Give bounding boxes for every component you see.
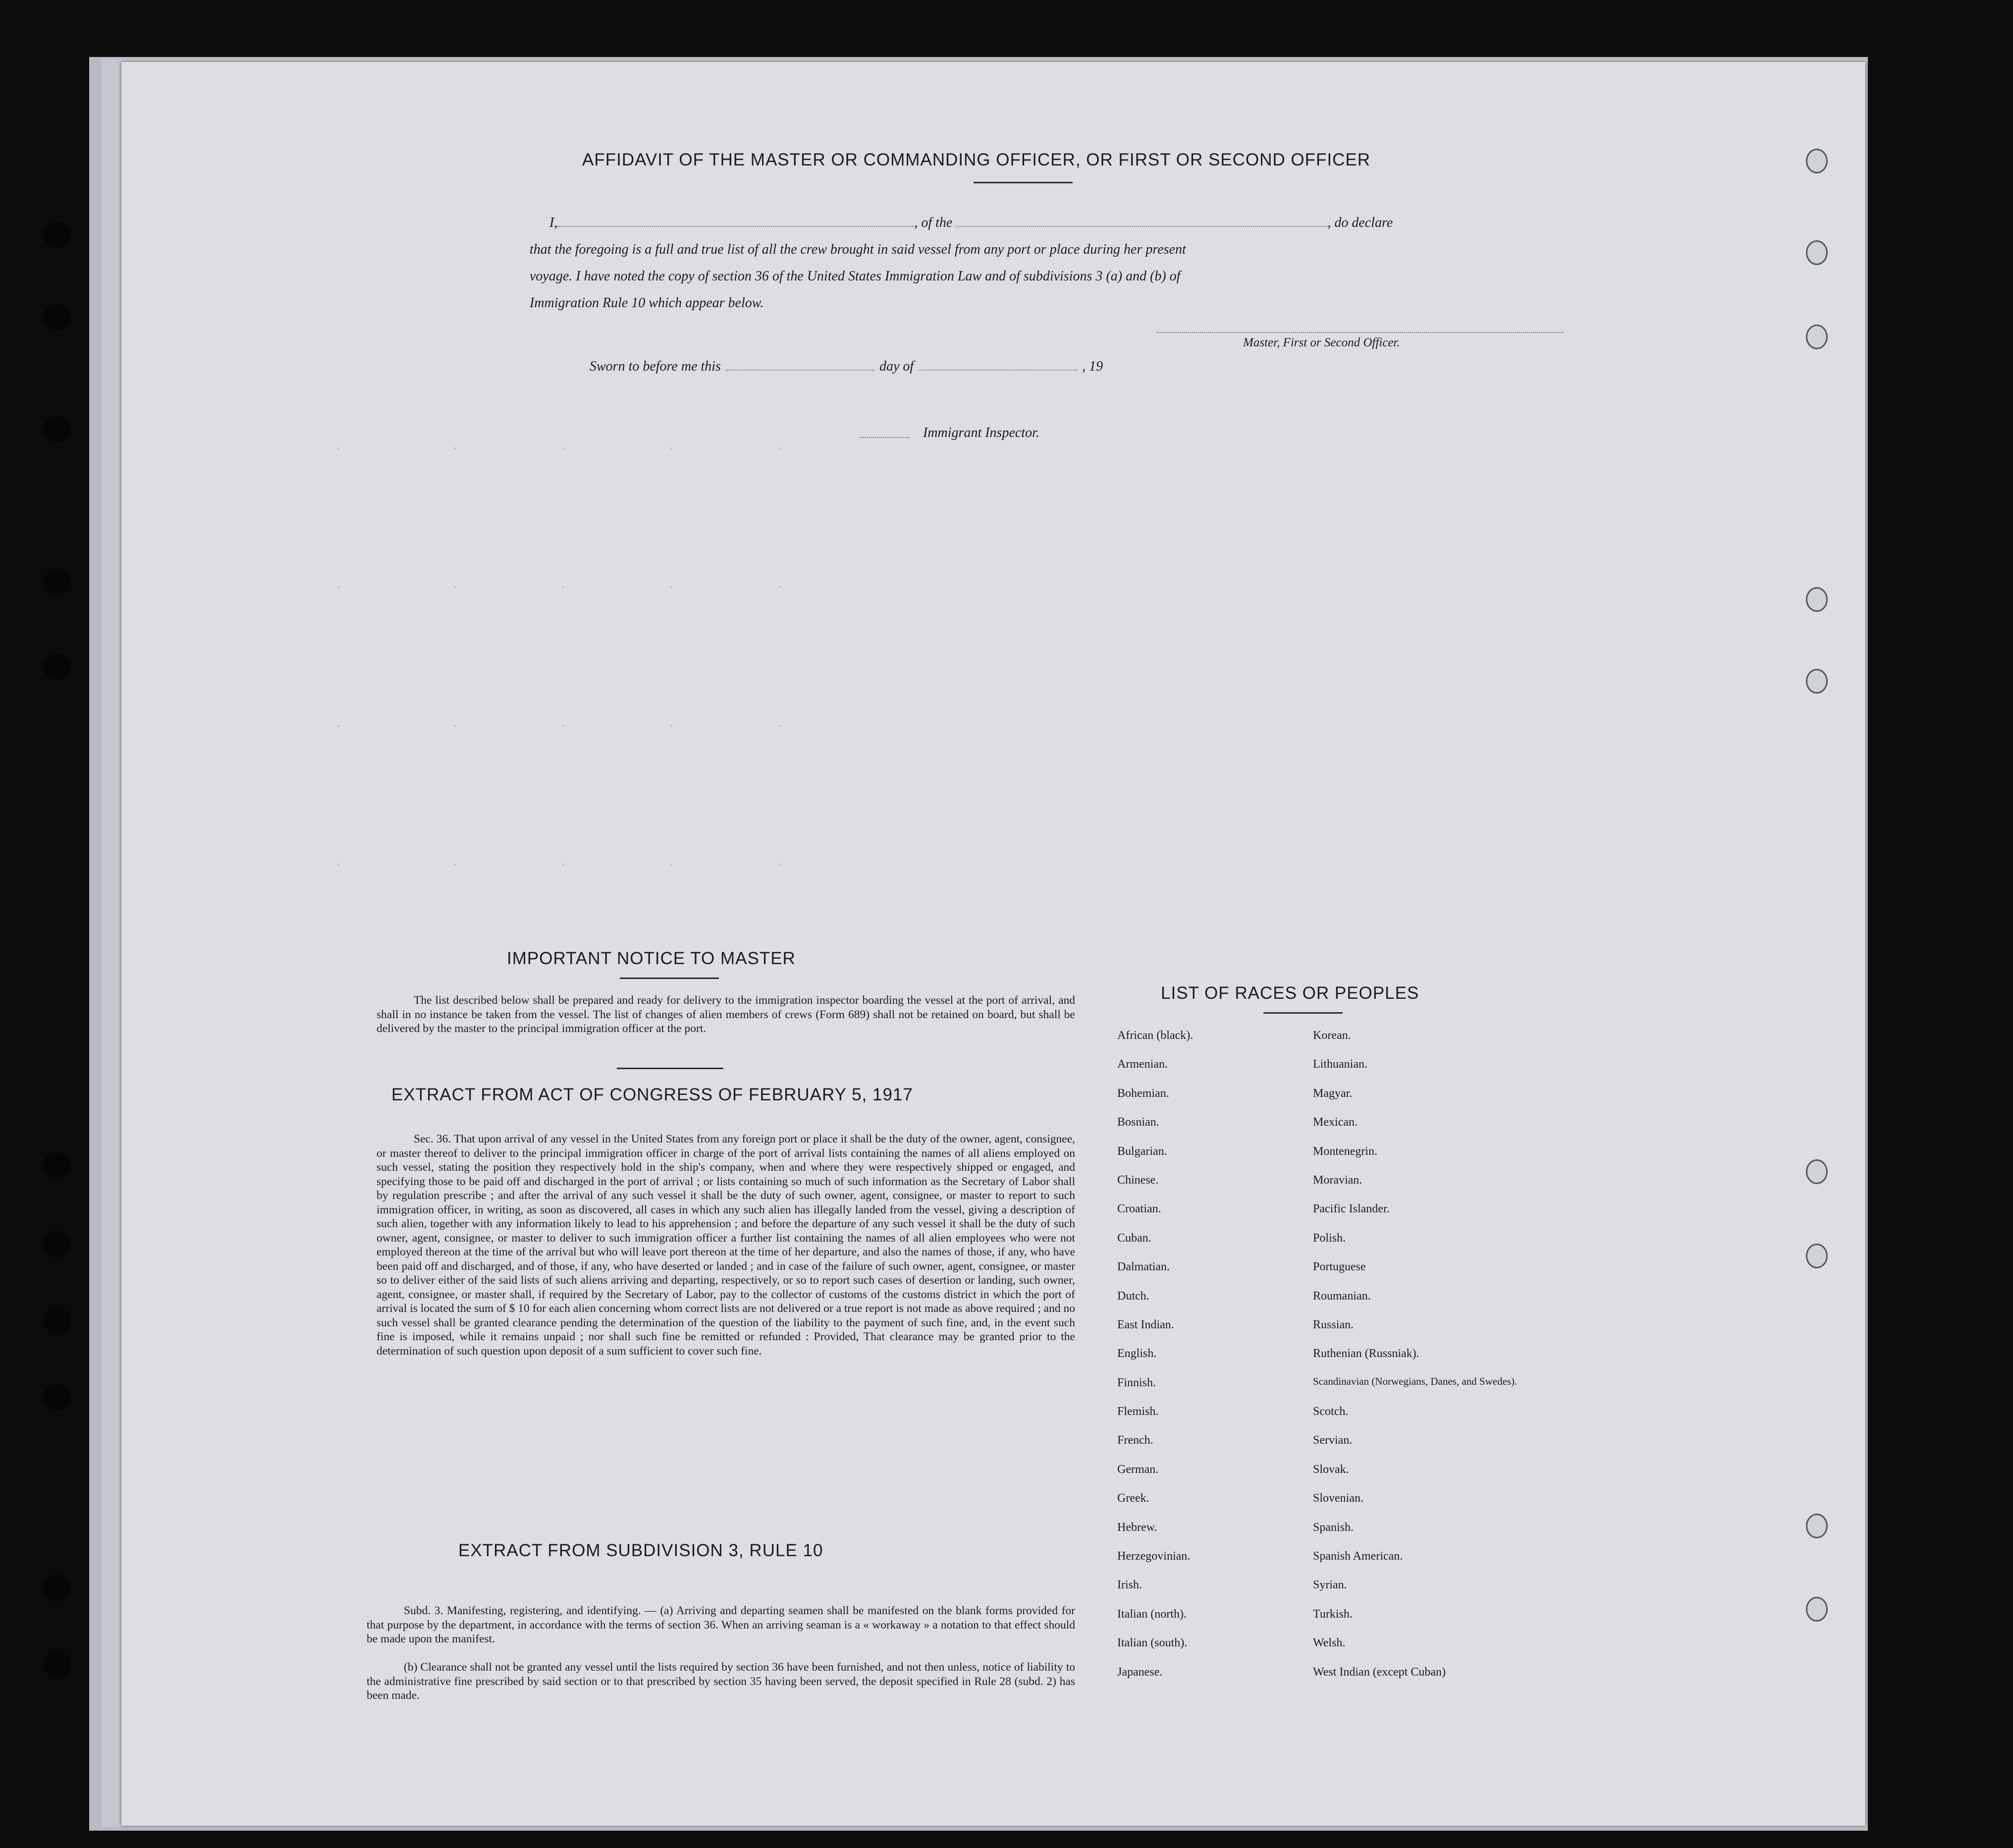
race-item: Scotch. (1313, 1405, 1349, 1418)
inspector-label: Immigrant Inspector. (923, 425, 1039, 440)
race-item: Hebrew. (1117, 1521, 1157, 1534)
punch-ring (1806, 1514, 1828, 1538)
punch-ring (1806, 149, 1828, 173)
race-item: Spanish. (1313, 1521, 1354, 1534)
race-item: Mexican. (1313, 1116, 1358, 1129)
bleed-through: . . . . . (334, 577, 784, 593)
race-item: Armenian. (1117, 1058, 1168, 1071)
divider (617, 1068, 723, 1069)
bleed-through: . . . . . (334, 855, 784, 870)
affidavit-declaration (530, 210, 1558, 317)
affidavit-line-4: Immigration Rule 10 which appear below. (530, 295, 764, 311)
race-item: Dutch. (1117, 1289, 1149, 1303)
divider (1263, 1012, 1343, 1014)
affidavit-of-the: , of the (914, 215, 953, 230)
affidavit-declare: , do declare (1327, 215, 1393, 230)
race-item: Spanish American. (1313, 1550, 1403, 1563)
manifest-page (121, 62, 1865, 1826)
binder-hole (44, 416, 70, 443)
punch-ring (1806, 669, 1828, 694)
race-item: Scandinavian (Norwegians, Danes, and Swedes). (1313, 1375, 1518, 1387)
race-item: Pacific Islander. (1313, 1202, 1390, 1216)
sworn-line (590, 353, 1103, 380)
divider (620, 978, 719, 979)
binder-hole (44, 1152, 70, 1179)
races-left-column (1117, 1028, 1306, 1693)
race-item: Portuguese (1313, 1260, 1366, 1274)
bleed-through: . . . . . (334, 716, 784, 731)
officer-signature-line (1157, 332, 1563, 333)
binder-hole (44, 1384, 70, 1411)
race-item: Turkish. (1313, 1607, 1353, 1621)
race-item: Italian (south). (1117, 1636, 1188, 1650)
race-item: Cuban. (1117, 1231, 1151, 1245)
binder-hole (44, 221, 70, 248)
race-item: French. (1117, 1434, 1153, 1447)
extract-act-title: EXTRACT FROM ACT OF CONGRESS OF FEBRUARY 5, 1917 (391, 1085, 913, 1104)
race-item: Magyar. (1313, 1087, 1353, 1100)
race-item: Polish. (1313, 1231, 1346, 1245)
extract-rule-title: EXTRACT FROM SUBDIVISION 3, RULE 10 (458, 1541, 823, 1560)
binder-hole (44, 1651, 70, 1678)
inspector-signature-line (860, 437, 909, 438)
divider (974, 182, 1073, 183)
race-item: English. (1117, 1347, 1157, 1360)
binder-hole (44, 569, 70, 596)
race-item: Montenegrin. (1313, 1144, 1377, 1158)
punch-ring (1806, 1597, 1828, 1622)
race-item: Syrian. (1313, 1578, 1347, 1592)
officer-signature-label: Master, First or Second Officer. (1243, 336, 1400, 349)
race-item: Chinese. (1117, 1173, 1159, 1187)
extract-rule-text-b: (b) Clearance shall not be granted any vessel until the lists required by section 36 have been furnished, and not then unless, notice of liability to the administrative fine prescribed by said section or to that prescribed by section 35 having been served, the deposit specified in Rule 28 (subd. 2) has been made. (367, 1661, 1075, 1702)
race-item: Flemish. (1117, 1405, 1159, 1418)
race-item: Japanese. (1117, 1665, 1163, 1679)
affidavit-title: AFFIDAVIT OF THE MASTER OR COMMANDING OFFICER, OR FIRST OR SECOND OFFICER (582, 150, 1371, 169)
punch-ring (1806, 587, 1828, 612)
punch-ring (1806, 1244, 1828, 1268)
race-item: Finnish. (1117, 1376, 1156, 1389)
binder-hole (44, 653, 70, 680)
sworn-prefix: Sworn to before me this (590, 359, 721, 374)
binder-hole (44, 1575, 70, 1601)
race-item: Roumanian. (1313, 1289, 1371, 1303)
race-item: East Indian. (1117, 1318, 1174, 1331)
race-item: Korean. (1313, 1029, 1351, 1042)
race-item: Croatian. (1117, 1202, 1161, 1216)
race-item: Greek. (1117, 1492, 1149, 1505)
race-item: Lithuanian. (1313, 1058, 1367, 1071)
race-item: Irish. (1117, 1578, 1142, 1592)
race-item: Moravian. (1313, 1173, 1362, 1187)
race-item: Dalmatian. (1117, 1260, 1170, 1274)
race-item: Slovak. (1313, 1463, 1349, 1476)
race-item: African (black). (1117, 1029, 1194, 1042)
notice-title: IMPORTANT NOTICE TO MASTER (507, 949, 796, 968)
race-item: Servian. (1313, 1434, 1353, 1447)
extract-rule-text-a: Subd. 3. Manifesting, registering, and identifying. — (a) Arriving and departing seamen shall be manifested on the blank forms provided for that purpose by the department, in accordance with the terms of section 36. When an arriving seaman is a « workaway » a notation to that effect should be made upon the manifest. (367, 1604, 1075, 1645)
binder-hole (44, 1307, 70, 1334)
race-item: Herzegovinian. (1117, 1550, 1191, 1563)
sworn-day-of: day of (879, 359, 914, 374)
race-item: Bulgarian. (1117, 1144, 1167, 1158)
race-item: Bosnian. (1117, 1116, 1159, 1129)
race-item: Welsh. (1313, 1636, 1346, 1650)
punch-ring (1806, 1159, 1828, 1184)
bleed-through: . . . . . (334, 438, 784, 454)
race-item: Russian. (1313, 1318, 1354, 1331)
affidavit-line-3: voyage. I have noted the copy of section 36 of the United States Immigration Law and of subdivisions 3 (a) and (b) of (530, 269, 1181, 284)
extract-act-text: Sec. 36. That upon arrival of any vessel in the United States from any foreign port or place it shall be the duty of the owner, agent, consignee, or master thereof to deliver to the principal immigration officer in charge of the port of arrival lists containing the names of all aliens employed on such vessel, stating the position they respectively hold in the ship's company, when and where they were respectively shipped or engaged, and specifying those to be paid off and discharged in the port of arrival ; or lists containing so much of such information as the Secretary of Labor shall by regulation prescribe ; and after the arrival of any such vessel it shall be the duty of such owner, agent, consignee, or master to report to such immigration officer, in writing, as soon as discovered, all cases in which any such alien has illegally landed from the vessel, giving a description of such alien, together with any information likely to lead to his apprehension ; and before the departure of any such vessel it shall be the duty of such owner, agent, consignee, or master to deliver to such immigration officer a further list containing the names of all alien employees who were not employed thereon at the time of the arrival but who will leave port thereon at the time of her departure, and also the names of those, if any, who have been paid off and discharged, and of those, if any, who have deserted or landed ; and in case of the failure of such owner, agent, consignee, or master so to deliver either of the said lists of such aliens arriving and departing, respectively, or so to report such cases of desertion or landing, such owner, agent, consignee, or master shall, if required by the Secretary of Labor, pay to the collector of customs of the customs district in which the port of arrival is located the sum of $ 10 for each alien concerning whom correct lists are not delivered or a true report is not made as above required ; and no such vessel shall be granted clearance pending the determination of the question of the liability to the payment of such fine, and, in the event such fine is imposed, while it remains unpaid ; nor shall such fine be remitted or refunded : Provided, That clearance may be granted prior to the determination of such question upon deposit of a sum sufficient to cover such fine. (377, 1133, 1075, 1358)
race-item: Slovenian. (1313, 1492, 1363, 1505)
punch-ring (1806, 240, 1828, 265)
notice-text: The list described below shall be prepared and ready for delivery to the immigration inspector boarding the vessel at the port of arrival, and shall in no instance be taken from the vessel. The list of changes of alien members of crews (Form 689) shall not be retained on board, but shall be delivered by the master to the principal immigration officer at the port. (377, 994, 1075, 1035)
race-item: German. (1117, 1463, 1159, 1476)
races-right-column (1313, 1028, 1521, 1693)
races-title: LIST OF RACES OR PEOPLES (1161, 983, 1419, 1003)
affidavit-line-2: that the foregoing is a full and true list of all the crew brought in said vessel from any port or place during her present (530, 242, 1186, 257)
race-item: Bohemian. (1117, 1087, 1169, 1100)
race-item: Ruthenian (Russniak). (1313, 1347, 1419, 1360)
affidavit-i: I, (549, 215, 558, 230)
punch-ring (1806, 325, 1828, 349)
binder-hole (44, 304, 70, 331)
sworn-year: , 19 (1082, 359, 1103, 374)
race-item: West Indian (except Cuban) (1313, 1665, 1446, 1679)
race-item: Italian (north). (1117, 1607, 1187, 1621)
binder-hole (44, 1231, 70, 1257)
